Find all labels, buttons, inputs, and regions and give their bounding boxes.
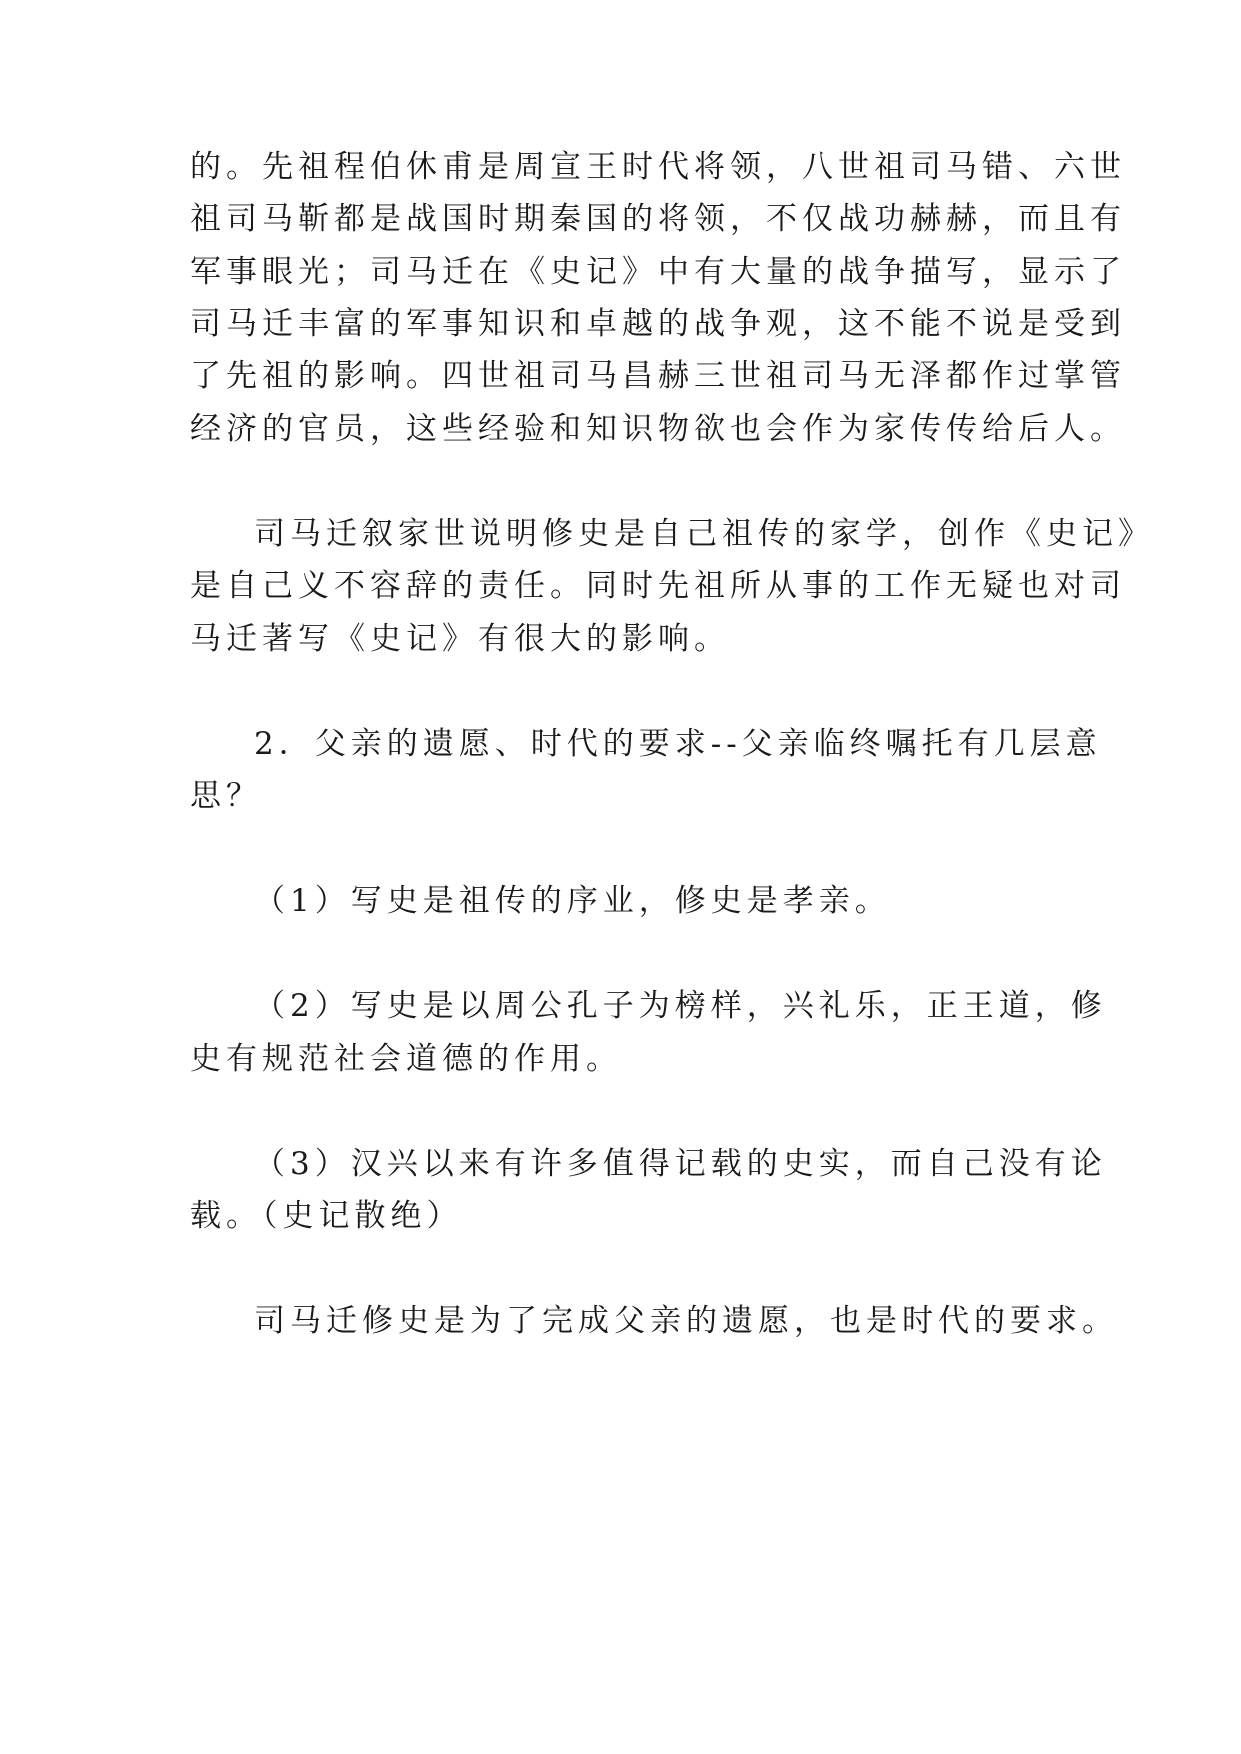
text-line: 司马迁叙家世说明修史是自己祖传的家学，创作《史记》: [254, 516, 1154, 552]
text-line: 祖司马靳都是战国时期秦国的将领，不仅战功赫赫，而且有: [190, 201, 1126, 237]
text-line: 司马迁丰富的军事知识和卓越的战争观，这不能不说是受到: [190, 306, 1126, 342]
text-line: 军事眼光；司马迁在《史记》中有大量的战争描写，显示了: [190, 254, 1126, 290]
text-line: （2）写史是以周公孔子为榜样，兴礼乐，正王道，修: [254, 988, 1107, 1024]
text-line: 司马迁修史是为了完成父亲的遗愿，也是时代的要求。: [254, 1303, 1118, 1339]
text-line: 载。（史记散绝）: [190, 1198, 463, 1234]
text-line: 经济的官员，这些经验和知识物欲也会作为家传传给后人。: [190, 411, 1126, 447]
text-line: 思？: [190, 778, 262, 814]
text-line: 了先祖的影响。四世祖司马昌赫三世祖司马无泽都作过掌管: [190, 358, 1126, 394]
text-line: 是自己义不容辞的责任。同时先祖所从事的工作无疑也对司: [190, 568, 1126, 604]
text-line: 的。先祖程伯休甫是周宣王时代将领，八世祖司马错、六世: [190, 149, 1126, 185]
text-line: 马迁著写《史记》有很大的影响。: [190, 621, 730, 657]
text-line: 2．父亲的遗愿、时代的要求--父亲临终嘱托有几层意: [254, 726, 1102, 762]
text-line: （3）汉兴以来有许多值得记载的史实，而自己没有论: [254, 1146, 1107, 1182]
text-line: （1）写史是祖传的序业，修史是孝亲。: [254, 883, 891, 919]
text-line: 史有规范社会道德的作用。: [190, 1041, 622, 1077]
